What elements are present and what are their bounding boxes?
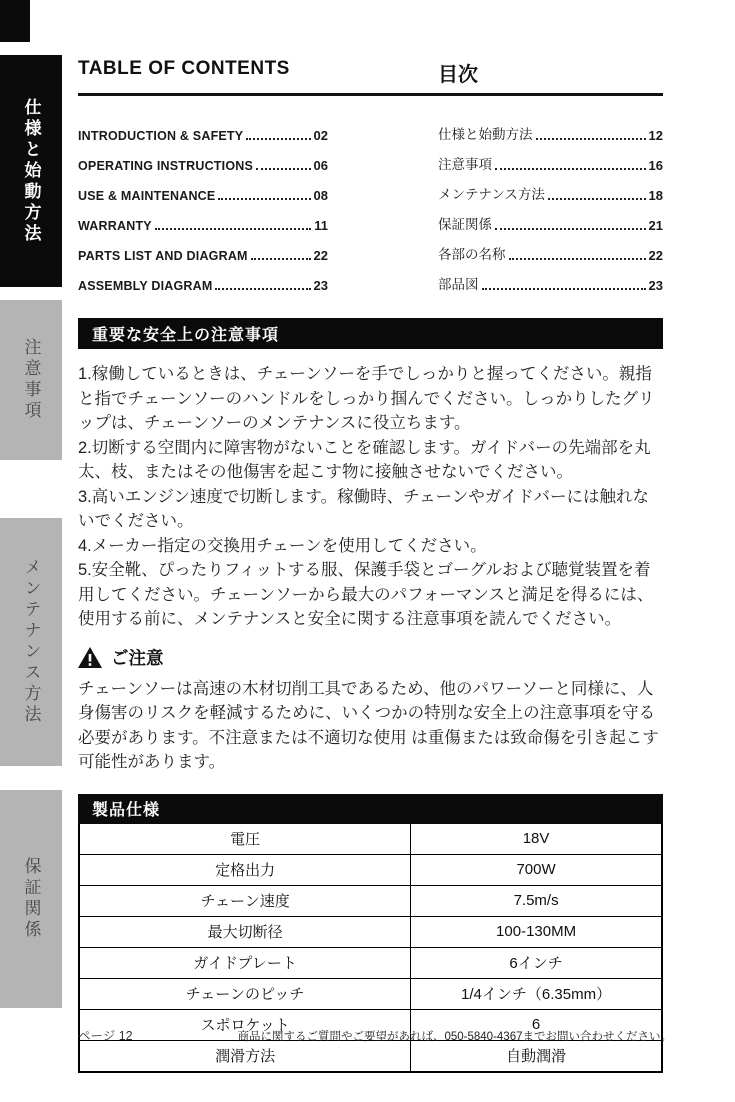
toc-entry-label: PARTS LIST AND DIAGRAM: [78, 249, 248, 263]
toc-entry-label: 保証関係: [438, 217, 492, 232]
page-number-label: ページ 12: [78, 1029, 133, 1043]
table-row: [80, 885, 661, 916]
page-footer: [78, 1026, 672, 1044]
spec-name-cell: 最大切断径: [80, 917, 411, 947]
toc-title-english: TABLE OF CONTENTS: [78, 58, 290, 79]
safety-item: 3.高いエンジン速度で切断します。稼働時、チェーンやガイドバーには触れないでください。: [78, 487, 649, 530]
toc-entry-label: 部品図: [438, 277, 479, 292]
toc-entry: [438, 234, 663, 264]
toc-title-japanese: 目次: [438, 64, 478, 86]
spec-value-cell: 700W: [516, 861, 556, 878]
table-row: [80, 1040, 661, 1071]
spec-name-cell: ガイドプレート: [80, 948, 411, 978]
dot-leader: [155, 228, 311, 230]
dot-leader: [246, 138, 310, 140]
warning-triangle-icon: [78, 647, 102, 668]
toc-entry: [78, 204, 328, 234]
toc-entry-page: 11: [314, 218, 328, 233]
toc-entry-label: ASSEMBLY DIAGRAM: [78, 279, 213, 293]
toc-entry-page: 21: [648, 218, 663, 233]
toc-entry-page: 22: [648, 248, 663, 263]
toc-entry: [438, 264, 663, 294]
dot-leader: [215, 288, 310, 290]
caution-paragraph: チェーンソーは高速の木材切削工具であるため、他のパワーソーと同様に、人身傷害のリスクを軽減するために、いくつかの特別な安全上の注意事項を守る必要があります。不注意または不適切な使用 は重傷または致命傷を引き起こす可能性があります。: [78, 679, 659, 771]
toc-entry: [438, 144, 663, 174]
dot-leader: [256, 168, 311, 170]
toc-entry: [438, 204, 663, 234]
toc-entry-label: 仕様と始動方法: [438, 127, 533, 142]
side-tab-label: 保証関係: [21, 857, 41, 941]
side-tab-specs-startup: [0, 55, 62, 287]
side-tab-label: 注意事項: [21, 338, 41, 422]
toc-entry: [78, 234, 328, 264]
side-tab-warranty: [0, 790, 62, 1008]
spec-name-cell: 電圧: [80, 824, 411, 854]
toc-entry-page: 02: [313, 128, 328, 143]
spec-value-cell: 6: [531, 1016, 541, 1033]
spec-name-cell: チェーンのピッチ: [80, 979, 411, 1009]
toc-column-japanese: [438, 114, 663, 294]
toc-entry: [438, 174, 663, 204]
spec-value-cell: 7.5m/s: [513, 892, 559, 909]
safety-item: 2.切断する空間内に障害物がないことを確認します。ガイドバーの先端部を丸太、枝、またはその他傷害を起こす物に接触させないでください。: [78, 438, 651, 481]
dot-leader: [482, 288, 646, 290]
safety-instruction-list: [78, 362, 663, 632]
toc-entry-page: 16: [648, 158, 663, 173]
toc-entry-label: 各部の名称: [438, 247, 506, 262]
corner-mark: [0, 0, 30, 42]
dot-leader: [536, 138, 646, 140]
toc-entry-label: メンテナンス方法: [438, 187, 545, 202]
toc-entry-page: 22: [313, 248, 328, 263]
toc-entry-label: 注意事項: [438, 157, 492, 172]
toc-entry-page: 23: [648, 278, 663, 293]
toc-entry-page: 08: [313, 188, 328, 203]
side-tab-label: 仕様と始動方法: [21, 97, 41, 245]
spec-name-cell: 定格出力: [80, 855, 411, 885]
contact-info-text: 商品に関するご質問やご要望があれば、050-5840-4367までお問い合わせください。: [237, 1031, 672, 1043]
toc-entry-label: USE & MAINTENANCE: [78, 189, 216, 203]
safety-item: 5.安全靴、ぴったりフィットする服、保護手袋とゴーグルおよび聴覚装置を着用してください。チェーンソーから最大のパフォーマンスと満足を得るには、使用する前に、メンテナンスと安全に関する注意事項を読んでください。: [78, 561, 654, 628]
dot-leader: [495, 168, 646, 170]
spec-value-cell: 100-130MM: [496, 923, 577, 940]
toc-entry: [78, 144, 328, 174]
toc-entry: [78, 264, 328, 294]
spec-table-title: 製品仕様: [78, 794, 663, 824]
main-content: [78, 58, 663, 1073]
toc-entry: [78, 114, 328, 144]
dot-leader: [251, 258, 311, 260]
safety-item: 1.稼働しているときは、チェーンソーを手でしっかりと握ってください。親指と指でチェーンソーのハンドルをしっかり掴んでください。しっかりしたグリップは、チェーンソーのメンテナンスに役立ちます。: [78, 365, 655, 432]
spec-name-cell: スポロケット: [80, 1010, 411, 1040]
table-row: [80, 824, 661, 854]
dot-leader: [548, 198, 646, 200]
spec-value-cell: 6インチ: [509, 955, 563, 972]
toc-entry-page: 06: [313, 158, 328, 173]
table-row: [80, 947, 661, 978]
side-tab-maintenance: [0, 518, 62, 766]
toc-entry-page: 12: [648, 128, 663, 143]
toc-entry: [438, 114, 663, 144]
toc-entry-label: INTRODUCTION & SAFETY: [78, 129, 244, 143]
table-row: [80, 916, 661, 947]
safety-banner: 重要な安全上の注意事項: [78, 318, 663, 349]
spec-value-cell: 1/4インチ（6.35mm）: [461, 986, 612, 1003]
caution-heading: [78, 645, 663, 670]
dot-leader: [218, 198, 310, 200]
dot-leader: [509, 258, 646, 260]
toc-entry: [78, 174, 328, 204]
caution-title: ご注意: [111, 647, 164, 668]
spec-name-cell: 潤滑方法: [80, 1041, 411, 1071]
toc-entry-page: 23: [313, 278, 328, 293]
toc-entry-label: OPERATING INSTRUCTIONS: [78, 159, 254, 173]
toc-entry-page: 18: [648, 188, 663, 203]
side-tab-cautions: [0, 300, 62, 460]
safety-item: 4.メーカー指定の交換用チェーンを使用してください。: [78, 536, 487, 555]
spec-value-cell: 18V: [522, 830, 550, 847]
table-row: [80, 854, 661, 885]
toc-entry-label: WARRANTY: [78, 219, 152, 233]
toc-column-english: [78, 114, 328, 294]
toc-header: [78, 58, 663, 88]
spec-value-cell: 自動潤滑: [506, 1048, 567, 1065]
toc-columns: [78, 114, 663, 304]
dot-leader: [495, 228, 646, 230]
side-tab-label: メンテナンス方法: [21, 558, 41, 726]
spec-name-cell: チェーン速度: [80, 886, 411, 916]
toc-divider-rule: [78, 93, 663, 96]
table-row: [80, 978, 661, 1009]
